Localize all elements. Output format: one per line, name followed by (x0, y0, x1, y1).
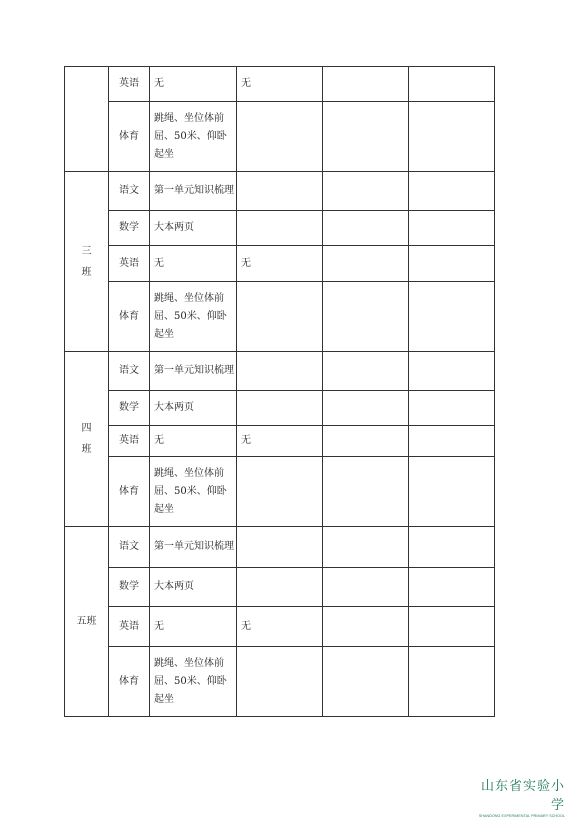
note-cell (237, 568, 322, 606)
content-cell: 大本两页 (154, 222, 194, 233)
empty-cell (409, 457, 494, 526)
school-name-en: SHANDONG EXPERIMENTAL PRIMARY SCHOOL (478, 814, 565, 818)
class-group-label: 四 班 (81, 423, 92, 455)
note-cell (237, 527, 322, 567)
subject-cell: 数学 (119, 402, 139, 413)
subject-cell: 体育 (119, 130, 139, 142)
content-cell: 无 (154, 78, 164, 89)
class-group-label: 三 班 (81, 245, 92, 278)
content-cell: 第一单元知识梳理 (154, 541, 234, 552)
empty-cell (323, 67, 408, 101)
note-cell (237, 352, 322, 390)
content-cell: 无 (154, 620, 164, 632)
empty-cell (323, 102, 408, 171)
empty-cell (323, 282, 408, 351)
empty-cell (323, 246, 408, 281)
empty-cell (409, 647, 494, 716)
empty-cell (409, 172, 494, 210)
subject-cell: 数学 (119, 581, 139, 592)
note-cell (237, 391, 322, 425)
subject-cell: 语文 (119, 541, 139, 552)
note-cell (237, 102, 322, 171)
content-cell: 无 (154, 435, 164, 446)
empty-cell (409, 246, 494, 281)
content-cell: 第一单元知识梳理 (154, 185, 234, 196)
content-cell: 跳绳、坐位体前屈、50米、仰卧起坐 (154, 467, 227, 515)
empty-cell (409, 282, 494, 351)
empty-cell (323, 172, 408, 210)
subject-cell: 体育 (119, 310, 139, 322)
note-cell: 无 (241, 435, 251, 446)
subject-cell: 英语 (119, 435, 139, 446)
content-cell: 大本两页 (154, 402, 194, 413)
subject-cell: 英语 (119, 78, 139, 89)
content-cell: 跳绳、坐位体前屈、50米、仰卧起坐 (154, 657, 227, 705)
note-cell (237, 282, 322, 351)
empty-cell (409, 67, 494, 101)
empty-cell (323, 527, 408, 567)
empty-cell (323, 211, 408, 245)
table-rule (64, 716, 495, 717)
empty-cell (409, 568, 494, 606)
subject-cell: 语文 (119, 365, 139, 376)
empty-cell (323, 607, 408, 646)
empty-cell (409, 102, 494, 171)
class-group-label: 五班 (76, 616, 97, 627)
empty-cell (323, 647, 408, 716)
empty-cell (409, 211, 494, 245)
empty-cell (409, 607, 494, 646)
subject-cell: 语文 (119, 185, 139, 196)
note-cell (237, 211, 322, 245)
content-cell: 跳绳、坐位体前屈、50米、仰卧起坐 (154, 292, 227, 340)
school-name-cn: 山东省实验小学 (480, 779, 565, 813)
subject-cell: 体育 (119, 675, 139, 687)
subject-cell: 英语 (119, 620, 139, 632)
empty-cell (323, 457, 408, 526)
subject-cell: 体育 (119, 485, 139, 497)
content-cell: 第一单元知识梳理 (154, 365, 234, 376)
note-cell: 无 (241, 620, 251, 632)
content-cell: 无 (154, 257, 164, 269)
school-logo (471, 775, 565, 818)
note-cell (237, 647, 322, 716)
empty-cell (323, 352, 408, 390)
note-cell (237, 172, 322, 210)
note-cell: 无 (241, 78, 251, 89)
empty-cell (409, 391, 494, 425)
subject-cell: 英语 (119, 257, 139, 269)
content-cell: 大本两页 (154, 581, 194, 592)
subject-cell: 数学 (119, 222, 139, 233)
empty-cell (323, 426, 408, 456)
empty-cell (409, 527, 494, 567)
empty-cell (409, 426, 494, 456)
content-cell: 跳绳、坐位体前屈、50米、仰卧起坐 (154, 112, 227, 160)
empty-cell (323, 391, 408, 425)
note-cell (237, 457, 322, 526)
note-cell: 无 (241, 257, 251, 269)
empty-cell (409, 352, 494, 390)
empty-cell (323, 568, 408, 606)
table-rule (494, 66, 495, 717)
class-group-label (65, 67, 108, 171)
